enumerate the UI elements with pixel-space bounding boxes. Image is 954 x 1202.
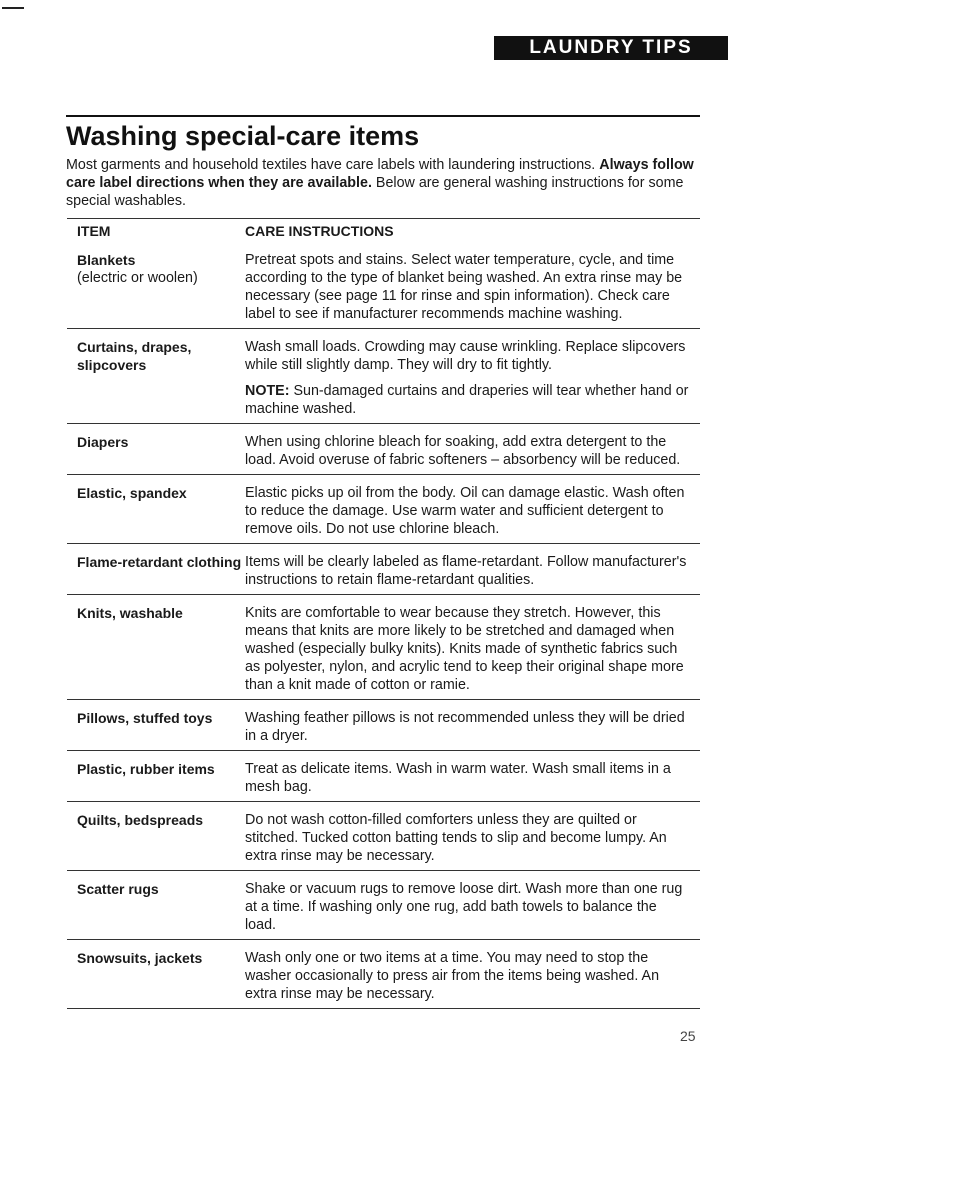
table-row [67,424,700,475]
care-table [67,218,700,1009]
item-name: Flame-retardant clothing [77,554,242,570]
item-cell [67,700,245,751]
table-row [67,244,700,329]
item-cell [67,871,245,940]
table-row [67,544,700,595]
care-text: Elastic picks up oil from the body. Oil can damage elastic. Wash often to reduce the damage. Use warm water and sufficient detergent to remove oils. Do not use chlorine bleach. [245,475,700,544]
section-badge: LAUNDRY TIPS [494,36,728,60]
corner-mark [2,7,24,9]
care-text: Shake or vacuum rugs to remove loose dirt. Wash more than one rug at a time. If washing only one rug, add bath towels to balance the load. [245,871,700,940]
item-name: Knits, washable [77,605,183,621]
table-row [67,940,700,1009]
item-name: Curtains, drapes, slipcovers [77,339,192,373]
table-row [67,475,700,544]
item-name: Scatter rugs [77,881,159,897]
item-name: Quilts, bedspreads [77,812,204,828]
item-cell [67,329,245,424]
intro-text-bold: Always follow care label directions when they are available. [66,157,694,191]
care-text: Pretreat spots and stains. Select water temperature, cycle, and time according to the type of blanket being washed. An extra rinse may be necessary (see page 11 for rinse and spin information). Check care label to see if manufacturer recommends machine washing. [245,252,683,322]
page-title: Washing special-care items [66,121,420,151]
care-text: Washing feather pillows is not recommended unless they will be dried in a dryer. [245,700,700,751]
item-cell [67,424,245,475]
note-text: Sun-damaged curtains and draperies will tear whether hand or machine washed. [245,383,689,417]
table-row [67,329,700,424]
page-number: 25 [680,1028,696,1044]
note-label: NOTE: [245,383,290,399]
table-row [67,700,700,751]
table-row [67,871,700,940]
care-text: Items will be clearly labeled as flame-retardant. Follow manufacturer's instructions to retain flame-retardant qualities. [245,544,700,595]
care-text: Wash only one or two items at a time. You may need to stop the washer occasionally to press air from the items being washed. An extra rinse may be necessary. [245,940,700,1009]
intro-text-end: Below are general washing instructions for some special washables. [66,175,684,209]
care-cell [245,329,700,424]
item-name: Snowsuits, jackets [77,950,203,966]
item-subtitle: (electric or woolen) [77,270,198,286]
care-text: Treat as delicate items. Wash in warm water. Wash small items in a mesh bag. [245,751,700,802]
item-cell [67,244,245,329]
care-text: Wash small loads. Crowding may cause wrinkling. Replace slipcovers while still slightly damp. They will dry to fit tightly. [245,339,686,373]
column-header-item: ITEM [67,219,245,245]
care-text: Do not wash cotton-filled comforters unless they are quilted or stitched. Tucked cotton batting tends to slip and become lumpy. An extra rinse may be necessary. [245,802,700,871]
item-name: Blankets [77,252,136,268]
item-cell [67,475,245,544]
item-name: Pillows, stuffed toys [77,710,213,726]
table-row [67,802,700,871]
care-text: Knits are comfortable to wear because they stretch. However, this means that knits are more likely to be stretched and damaged when washed (especially bulky knits). Knits made of synthetic fabrics such as polyester, nylon, and acrylic tend to keep their original shape more than a knit made of cotton or ramie. [245,595,700,700]
intro-text-start: Most garments and household textiles have care labels with laundering instructions. [66,157,600,173]
item-cell [67,802,245,871]
table-header-row [67,219,700,245]
intro-paragraph [66,156,702,210]
item-name: Diapers [77,434,129,450]
table-row [67,751,700,802]
care-text: When using chlorine bleach for soaking, add extra detergent to the load. Avoid overuse of fabric softeners – absorbency will be reduced. [245,424,700,475]
title-rule [66,115,700,117]
table-row [67,595,700,700]
item-name: Plastic, rubber items [77,761,215,777]
item-cell [67,940,245,1009]
column-header-care: CARE INSTRUCTIONS [245,219,700,245]
item-cell [67,544,245,595]
item-name: Elastic, spandex [77,485,187,501]
item-cell [67,595,245,700]
item-cell [67,751,245,802]
care-note [245,382,690,418]
